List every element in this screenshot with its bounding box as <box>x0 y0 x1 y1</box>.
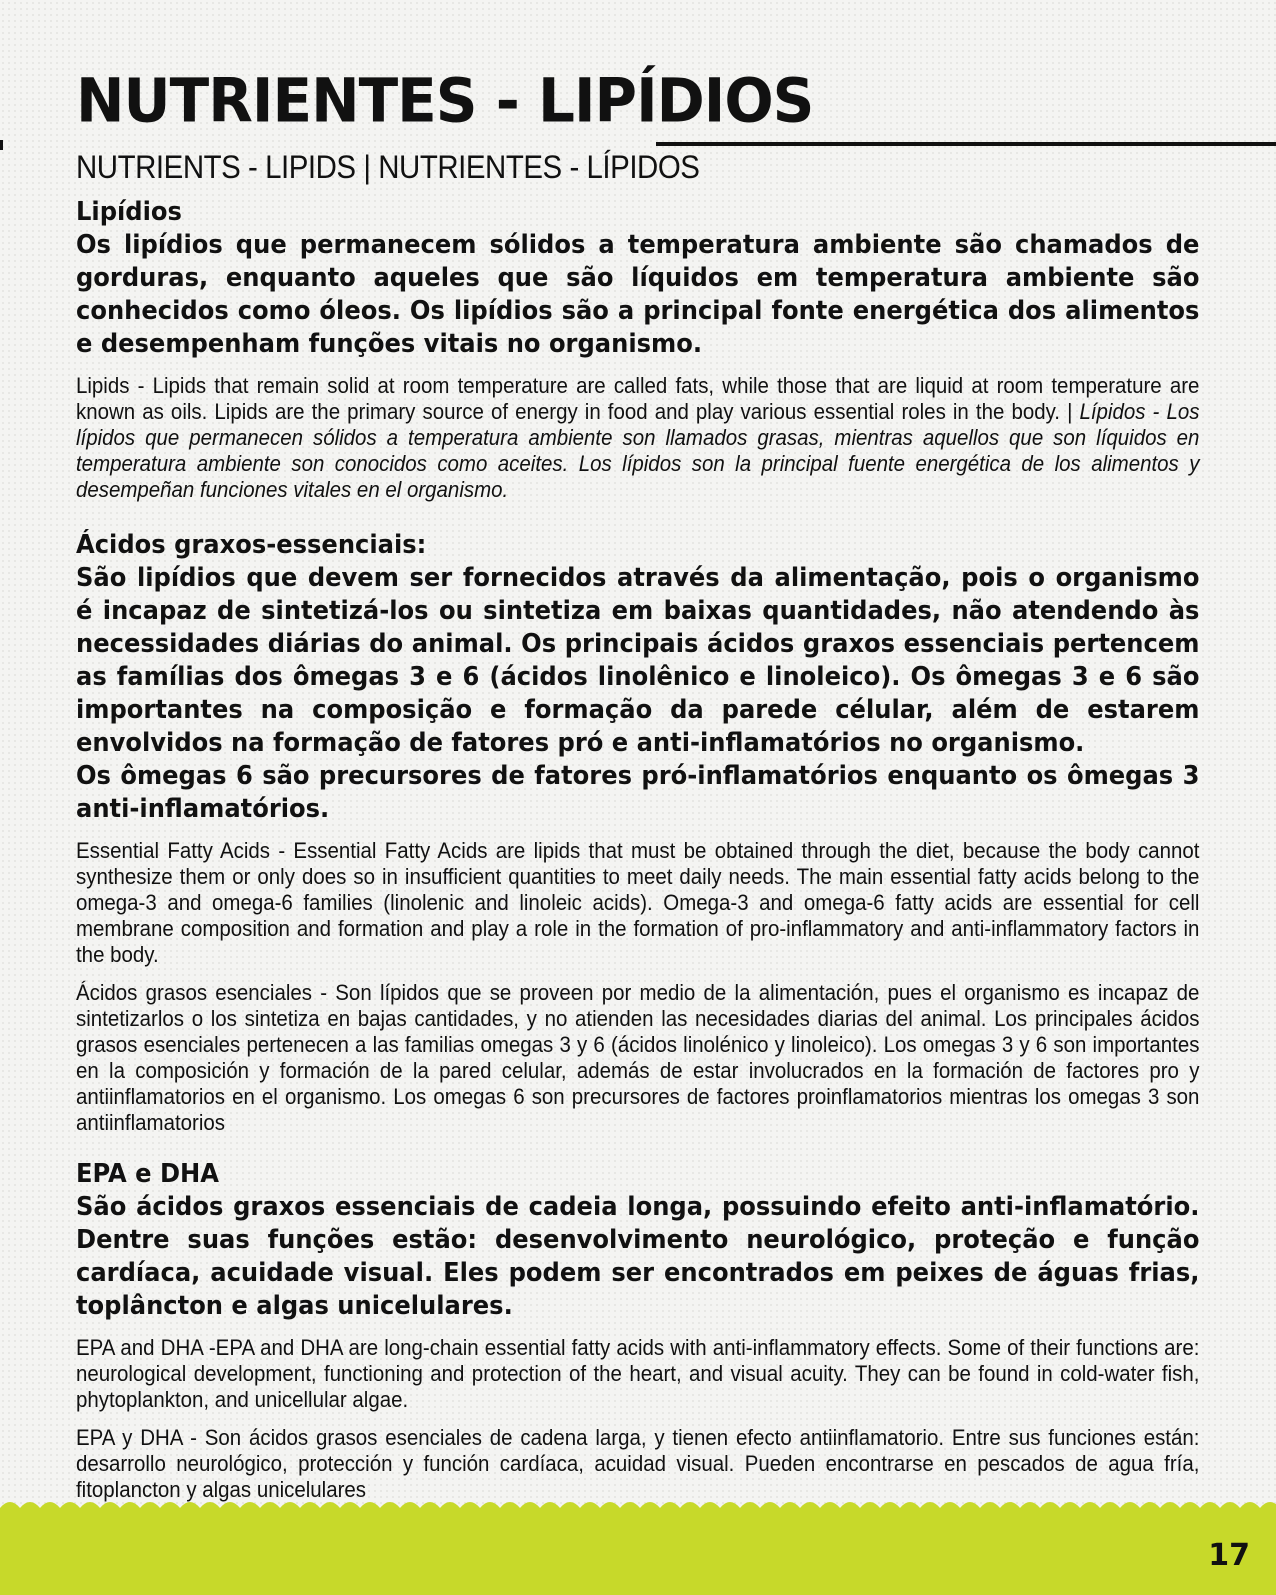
section-body-en-es <box>76 373 1199 503</box>
section-body-en: EPA and DHA -EPA and DHA are long-chain essential fatty acids with anti-inflammatory effects. Some of their functions are: neurological development, functioning and protection of the heart, and visual acuity. They can be found in cold-water fish, phytoplankton, and unicellular algae. <box>76 1335 1200 1412</box>
section-heading: EPA e DHA <box>76 1159 220 1189</box>
section-lipidios <box>76 196 1200 503</box>
section-body-en: Lipids - Lipids that remain solid at room temperature are called fats, while those that are liquid at room temperature are known as oils. Lipids are the primary source of energy in food and play various essential roles in the body. | <box>76 373 1200 424</box>
section-epa-dha <box>76 1158 1200 1503</box>
footer-band <box>0 1508 1276 1595</box>
page-subtitle: NUTRIENTS - LIPIDS | NUTRIENTES - LÍPIDOS <box>76 149 700 185</box>
section-body-pt: São lipídios que devem ser fornecidos através da alimentação, pois o organismo é incapaz de sintetizá-los ou sintetiza em baixas quantidades, não atendendo às necessidades diárias do animal. Os principais ácidos graxos essenciais pertencem as famílias dos ômegas 3 e 6 (ácidos linolênico e linoleico). Os ômegas 3 e 6 são importantes na composição e formação da parede célular, além de estarem envolvidos na formação de fatores pró e anti-inflamatórios no organismo. <box>76 563 1200 758</box>
page-content <box>76 64 1200 1517</box>
section-body-es: Ácidos grasos esenciales - Son lípidos que se proveen por medio de la alimentación, pues el organismo es incapaz de sintetizarlos o los sintetiza en bajas cantidades, y no atienden las necesidades diarias del animal. Los principales ácidos grasos esenciales pertenecen a las familias omegas 3 y 6 (ácidos linolénico y linoleico). Los omegas 3 y 6 son importantes en la composición y formación de la pared celular, además de estar involucrados en la formación de factores pro y antiinflamatorios en el organismo. Los omegas 6 son precursores de factores proinflamatorios mientras los omegas 3 son antiinflamatorios <box>76 980 1200 1135</box>
section-body-en: Essential Fatty Acids - Essential Fatty Acids are lipids that must be obtained through the diet, because the body cannot synthesize them or only does so in insufficient quantities to meet daily needs. The main essential fatty acids belong to the omega-3 and omega-6 families (linolenic and linoleic acids). Omega-3 and omega-6 fatty acids are essential for cell membrane composition and formation and play a role in the formation of pro-inflammatory and anti-inflammatory factors in the body. <box>76 838 1200 967</box>
section-heading: Ácidos graxos-essenciais: <box>76 530 427 560</box>
edge-mark <box>0 140 3 150</box>
page-number: 17 <box>1208 1538 1250 1573</box>
section-body-pt: São ácidos graxos essenciais de cadeia longa, possuindo efeito anti-inflamatório. Dentre suas funções estão: desenvolvimento neurológico, proteção e função cardíaca, acuidade visual. Eles podem ser encontrados em peixes de águas frias, toplâncton e algas unicelulares. <box>76 1192 1200 1321</box>
section-acidos-graxos <box>76 529 1200 1136</box>
section-body-es: Lípidos - Los lípidos que permanecen sólidos a temperatura ambiente son llamados grasas, mientras aquellos que son líquidos en temperatura ambiente son conocidos como aceites. Los lípidos son la principal fuente energética de los alimentos y desempeñan funciones vitales en el organismo. <box>76 399 1200 502</box>
section-body-pt: Os lipídios que permanecem sólidos a temperatura ambiente são chamados de gorduras, enquanto aqueles que são líquidos em temperatura ambiente são conhecidos como óleos. Os lipídios são a principal fonte energética dos alimentos e desempenham funções vitais no organismo. <box>76 230 1200 359</box>
section-body-es: EPA y DHA - Son ácidos grasos esenciales de cadena larga, y tienen efecto antiinflamatorio. Entre sus funciones están: desarrollo neurológico, protección y función cardíaca, acuidad visual. Pueden encontrarse en pescados de agua fría, fitoplancton y algas unicelulares <box>76 1425 1200 1502</box>
page-title: NUTRIENTES - LIPÍDIOS <box>76 65 814 137</box>
section-heading: Lipídios <box>76 197 182 227</box>
section-body-pt-2: Os ômegas 6 são precursores de fatores pró-inflamatórios enquanto os ômegas 3 anti-inflamatórios. <box>76 761 1200 824</box>
